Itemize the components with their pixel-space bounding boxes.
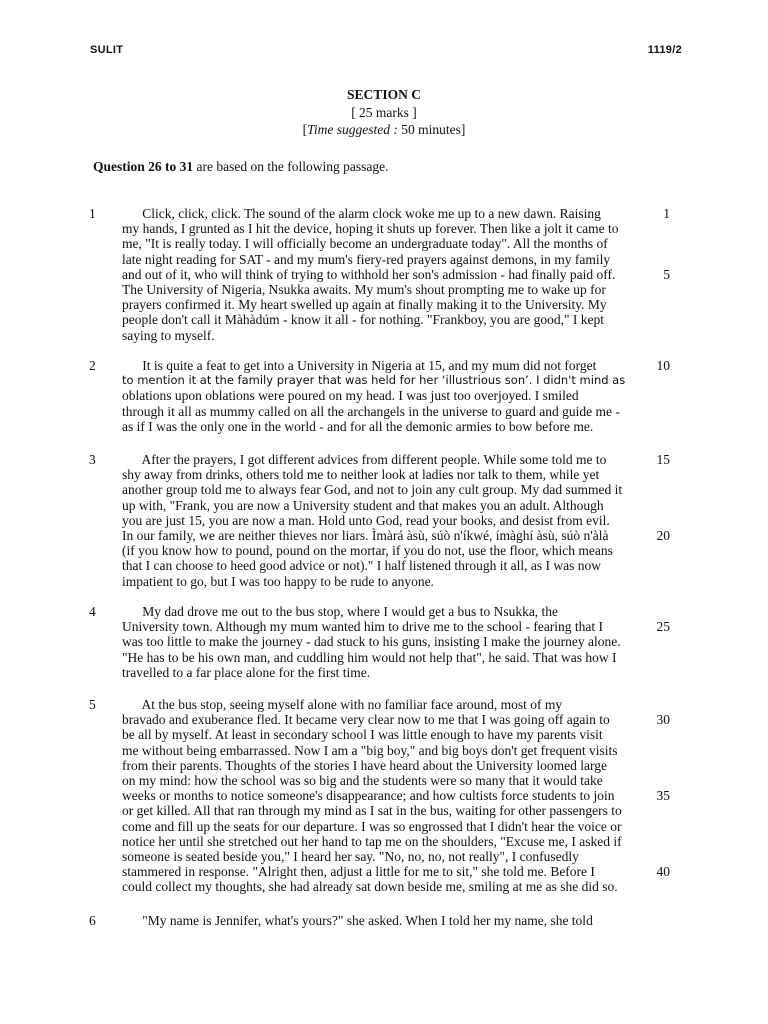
passage-line: (if you know how to pound, pound on the mortar, if you do not, use the floor, which means (122, 543, 613, 559)
passage-line: through it all as mummy called on all the archangels in the universe to guard and guide me - (122, 403, 620, 419)
passage-line: The University of Nigeria, Nsukka awaits. My mum's shout prompting me to wake up for (122, 282, 606, 297)
line-number: 10 (656, 358, 670, 373)
time-label: Time suggested : (307, 122, 398, 137)
section-title: SECTION C (347, 87, 421, 102)
passage-line: me, "It is really today. I will officially become an undergraduate today". All the months of (122, 236, 608, 252)
passage-line: oblations upon oblations were poured on my head. I was just too overjoyed. I smiled (122, 388, 579, 404)
passage-line: or get killed. All that ran through my mind as I sat in the bus, waiting for other passengers to (122, 803, 622, 819)
passage-line: on my mind: how the school was so big and the students were so many that it would take (122, 773, 603, 788)
line-number: 15 (656, 452, 670, 467)
passage-line: be all by myself. At least in secondary school I was little enough to have my parents visit (122, 727, 603, 743)
paragraph-number: 6 (89, 913, 96, 928)
paragraph-number: 2 (89, 358, 96, 373)
paragraph-number: 1 (89, 206, 96, 221)
passage-line: you are just 15, you are now a man. Hold unto God, read your books, and desist from evil. (122, 512, 610, 528)
passage-line: "My name is Jennifer, what's yours?" she asked. When I told her my name, she told (122, 913, 593, 928)
line-number: 1 (663, 206, 670, 221)
passage-line: up with, "Frank, you are now a University student and that makes you an adult. Although (122, 497, 604, 513)
passage-line: University town. Although my mum wanted him to drive me to the school - fearing that I (122, 619, 604, 635)
passage-line: to mention it at the family prayer that was held for her ‘illustrious son’. I didn't mind as (122, 373, 626, 388)
passage-line: another group told me to always fear God, and not to join any cult group. My dad summed it (122, 482, 623, 498)
passage-line: someone is seated beside you," I heard her say. "No, no, no, not really", I confusedly (122, 849, 579, 864)
passage-line: me without being embarrassed. Now I am a "big boy," and big boys don't get frequent visits (122, 742, 618, 758)
passage-line: could collect my thoughts, she had already sat down beside me, smiling at me as she did so. (122, 879, 618, 895)
passage-line: bravado and exuberance fled. It became very clear now to me that I was going off again to (122, 712, 610, 728)
line-number: 25 (656, 619, 670, 635)
passage-line: impatient to go, but I was too happy to be rude to anyone. (122, 573, 434, 589)
passage-line: weeks or months to notice someone's disappearance; and how cultists force students to join (122, 788, 615, 804)
passage-line: my hands, I grunted as I hit the device, hoping it shuts up forever. Then like a jolt it came to (122, 221, 619, 237)
passage-line: from their parents. Thoughts of the stories I have heard about the University loomed large (122, 757, 607, 773)
line-number: 40 (656, 864, 670, 880)
paragraph-number: 4 (89, 604, 96, 619)
passage-line: prayers confirmed it. My heart swelled up again at finally making it to the University. My (122, 297, 607, 313)
section-marks: [ 25 marks ] (351, 105, 417, 120)
paragraph-number: 3 (89, 452, 96, 467)
passage-line: "He has to be his own man, and cuddling him would not help that", he said. That was how I (122, 649, 617, 665)
line-number: 20 (656, 528, 670, 543)
question-intro-rest: are based on the following passage. (193, 159, 389, 174)
line-number: 5 (663, 266, 670, 282)
time-value: 50 minutes] (397, 122, 466, 137)
passage-line: that I can choose to heed good advice or not)." I half listened through it all, as I was now (122, 558, 601, 574)
passage-line: as if I was the only one in the world - and for all the demonic armies to bow before me. (122, 418, 594, 434)
question-intro (93, 159, 388, 175)
passage-line: At the bus stop, seeing myself alone with no familiar face around, most of my (122, 697, 563, 712)
passage-line: shy away from drinks, others told me to neither look at ladies nor talk to them, while yet (122, 467, 600, 483)
passage-line: saying to myself. (122, 327, 215, 343)
question-range: Question 26 to 31 (93, 159, 194, 174)
passage-line: Click, click, click. The sound of the alarm clock woke me up to a new dawn. Raising (122, 206, 601, 221)
section-time (0, 122, 768, 138)
passage-line: late night reading for SAT - and my mum's fiery-red prayers against demons, in my family (122, 251, 611, 267)
header-paper-number: 1119/2 (647, 44, 682, 56)
line-number: 35 (656, 788, 670, 804)
header-code-left: SULIT (90, 44, 124, 56)
passage-line: people don't call it Màhàdúm - know it all - for nothing. "Frankboy, you are good," I kept (122, 312, 604, 328)
line-number: 30 (656, 712, 670, 728)
passage-line: In our family, we are neither thieves nor liars. Ìmàrá àsù, súò n'íkwé, ímàghí àsù, súò n'àlà (122, 528, 609, 543)
passage-line: notice her until she stretched out her hand to tap me on the shoulders, "Excuse me, I asked if (122, 833, 622, 849)
passage-line: was too little to make the journey - dad stuck to his guns, insisting I make the journey alone. (122, 634, 621, 650)
passage-line: It is quite a feat to get into a University in Nigeria at 15, and my mum did not forget (122, 358, 597, 373)
passage-line: and out of it, who will think of trying to withhold her son's admission - had finally paid off. (122, 266, 616, 282)
passage-line: stammered in response. "Alright then, adjust a little for me to sit," she told me. Before I (122, 864, 595, 880)
passage-line: My dad drove me out to the bus stop, where I would get a bus to Nsukka, the (122, 604, 559, 619)
time-open-bracket: [ (302, 122, 308, 137)
passage-line: After the prayers, I got different advices from different people. While some told me to (122, 452, 607, 467)
passage-line: travelled to a far place alone for the first time. (122, 664, 371, 680)
passage-line: come and fill up the seats for our departure. I was so engrossed that I didn't hear the voice or (122, 818, 622, 834)
paragraph-number: 5 (89, 697, 96, 712)
